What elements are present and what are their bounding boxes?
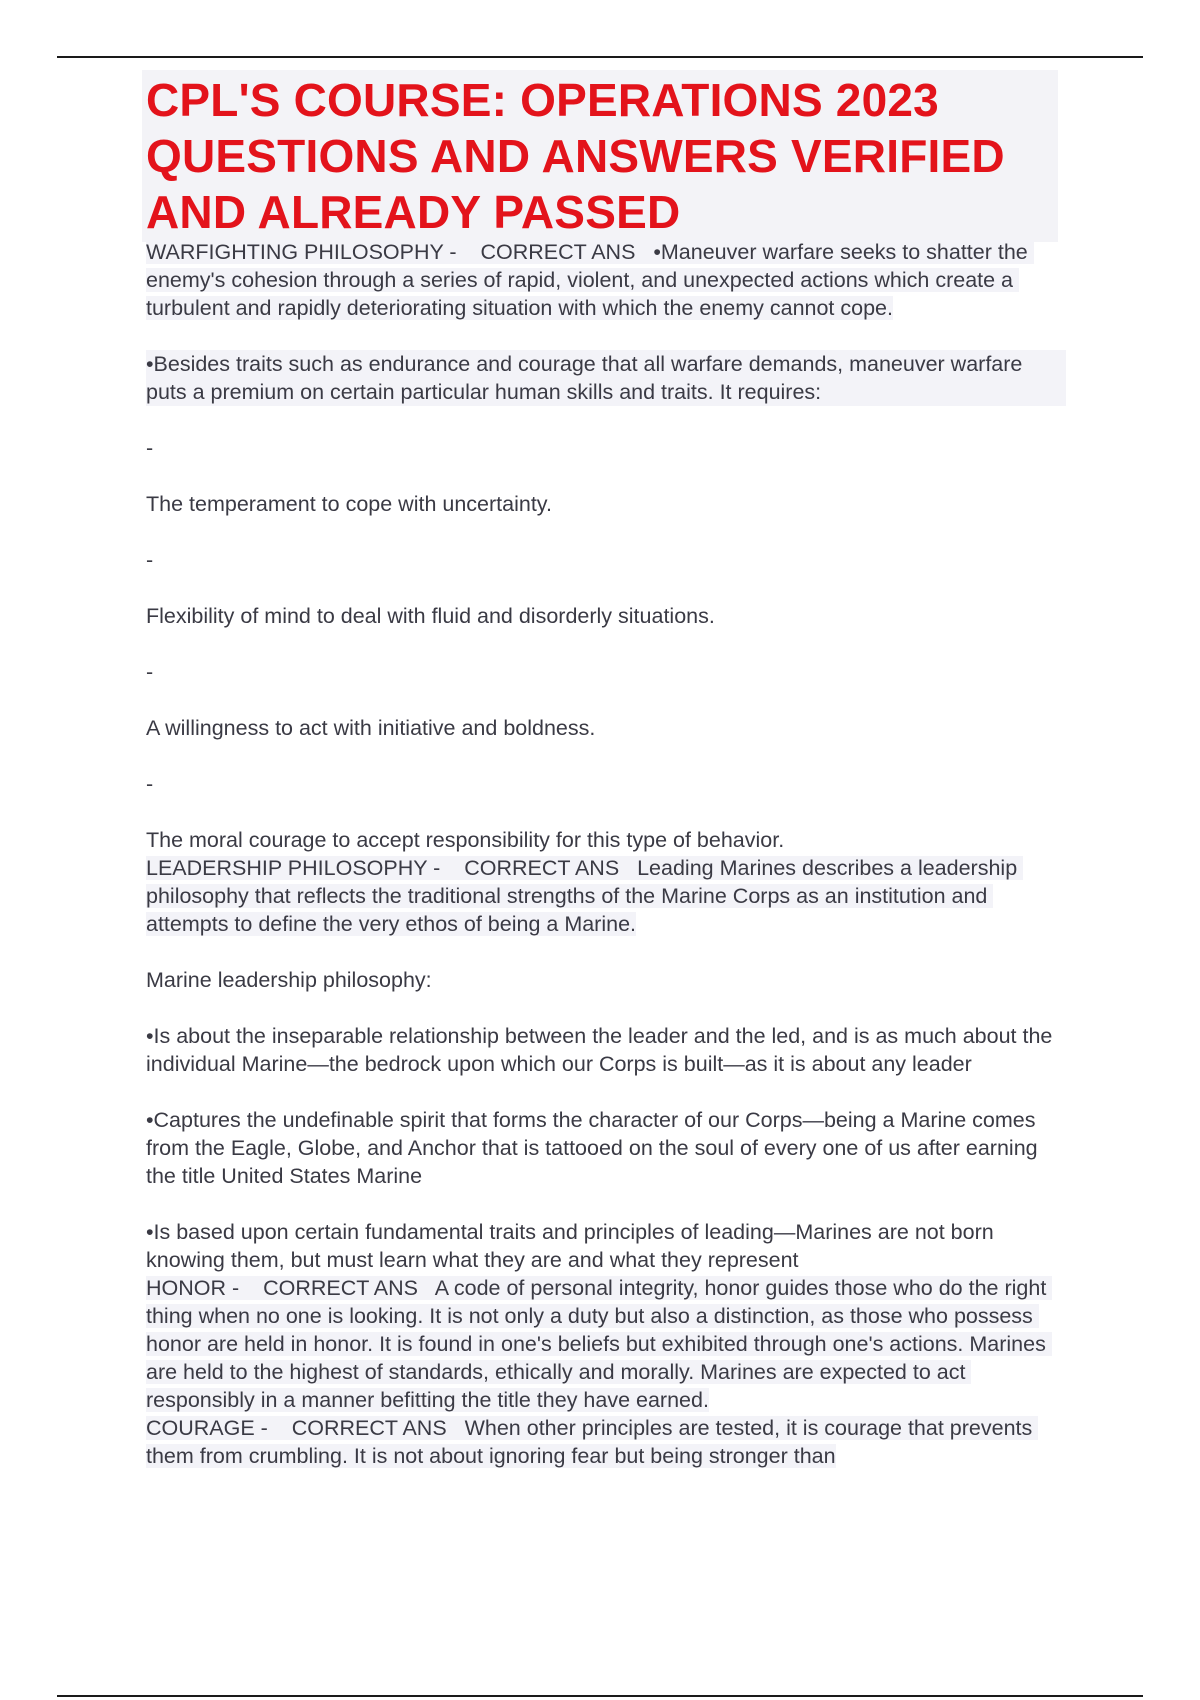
courage-entry [146,1414,1066,1470]
honor-entry [146,1274,1066,1414]
leadership-paragraph-2: Marine leadership philosophy: [146,968,432,992]
honor-answer-text: A code of personal integrity, honor guides those who do the right thing when no one is looking. It is not only a duty but also a distinction, as those who possess honor are held in honor. It is found in one's beliefs but exhibited through one's actions. Marines are held to the highest of standards, ethically and morally. Marines are expected to act responsibly in a manner befitting the title they have earned. [146,1276,1053,1412]
honor-answer-label: CORRECT ANS [263,1276,418,1300]
warfighting-paragraph-2: •Besides traits such as endurance and courage that all warfare demands, maneuver warfare puts a premium on certain particular human skills and traits. It requires: [146,350,1066,406]
dash-marker: - [146,660,154,684]
dash-marker: - [146,548,154,572]
leadership-bullet-1: •Is about the inseparable relationship between the leader and the led, and is as much about the individual Marine—the bedrock upon which our Corps is built—as it is about any leader [146,1024,1059,1076]
warfighting-answer-text: •Maneuver warfare seeks to shatter the enemy's cohesion through a series of rapid, violent, and unexpected actions which create a turbulent and rapidly deteriorating situation with which the enemy cannot cope. [146,240,1034,320]
top-rule [57,56,1143,58]
requirement-3: A willingness to act with initiative and boldness. [146,716,596,740]
courage-answer-text: When other principles are tested, it is courage that prevents them from crumbling. It is not about ignoring fear but being stronger than [146,1416,1039,1468]
dash-marker: - [146,772,154,796]
warfighting-entry [146,238,1066,322]
warfighting-answer-label: CORRECT ANS [480,240,636,264]
honor-term: HONOR - [146,1276,240,1300]
requirement-4: The moral courage to accept responsibility for this type of behavior. [146,828,785,852]
leadership-entry [146,854,1066,938]
leadership-bullet-2: •Captures the undefinable spirit that forms the character of our Corps—being a Marine comes from the Eagle, Globe, and Anchor that is tattooed on the soul of every one of us after earning the title United States Marine [146,1108,1044,1188]
leadership-bullet-3: •Is based upon certain fundamental traits and principles of leading—Marines are not born knowing them, but must learn what they are and what they represent [146,1220,1000,1272]
requirement-1: The temperament to cope with uncertainty. [146,492,552,516]
dash-marker: - [146,436,154,460]
document-body [146,238,1066,1470]
warfighting-term: WARFIGHTING PHILOSOPHY - [146,240,457,264]
requirement-2: Flexibility of mind to deal with fluid and disorderly situations. [146,604,715,628]
leadership-answer-text: Leading Marines describes a leadership philosophy that reflects the traditional strengths of the Marine Corps as an institution and attempts to define the very ethos of being a Marine. [146,856,1024,936]
title-block [142,70,1058,242]
courage-term: COURAGE - [146,1416,268,1440]
document-title: CPL'S COURSE: OPERATIONS 2023 QUESTIONS AND ANSWERS VERIFIED AND ALREADY PASSED [146,74,1005,238]
bottom-rule [57,1695,1143,1697]
courage-answer-label: CORRECT ANS [291,1416,447,1440]
leadership-answer-label: CORRECT ANS [464,856,620,880]
leadership-term: LEADERSHIP PHILOSOPHY - [146,856,441,880]
